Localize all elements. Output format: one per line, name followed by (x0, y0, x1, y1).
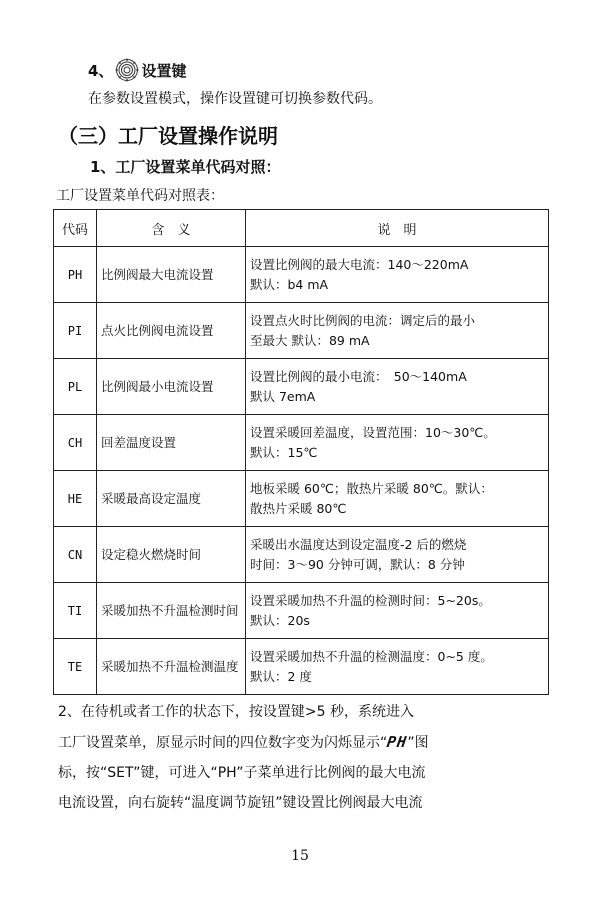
row-meaning: 比例阀最小电流设置 (97, 359, 246, 415)
paragraph-2-line-1: 2、在待机或者工作的状态下，按设置键>5 秒，系统进入 (58, 704, 414, 720)
row-meaning: 设定稳火燃烧时间 (97, 527, 246, 583)
table-row (54, 471, 549, 527)
table-row (54, 303, 549, 359)
table-row (54, 527, 549, 583)
row-description-line-1: 设置比例阀的最大电流：140～220mA (250, 256, 469, 272)
section-4-number: 4、 (88, 61, 114, 80)
table-row (54, 247, 549, 303)
row-description (246, 303, 549, 359)
header-code: 代码 (54, 210, 97, 247)
section-4-heading (88, 58, 186, 82)
row-description-line-1: 设置采暖回差温度，设置范围：10～30℃。 (250, 424, 496, 440)
paragraph-2-line-3: 标，按“SET”键，可进入“PH”子菜单进行比例阀的最大电流 (58, 765, 426, 781)
paragraph-2-line-2-text: 工厂设置菜单，原显示时间的四位数字变为闪烁显示“ (58, 735, 388, 751)
section-4-title: 设置键 (141, 61, 187, 80)
row-description (246, 583, 549, 639)
factory-settings-code-table (53, 209, 549, 695)
row-description-line-2: 散热片采暖 80℃ (250, 500, 347, 516)
row-description-line-1: 设置点火时比例阀的电流：调定后的最小 (250, 312, 476, 328)
row-meaning: 点火比例阀电流设置 (97, 303, 246, 359)
row-description (246, 415, 549, 471)
row-description (246, 527, 549, 583)
section-3-heading: （三）工厂设置操作说明 (58, 124, 278, 148)
gear-icon (115, 58, 139, 82)
row-description-line-1: 设置采暖加热不升温的检测时间：5~20s。 (250, 592, 491, 608)
row-code: TI (54, 583, 97, 639)
row-description-line-2: 默认：15℃ (250, 444, 318, 460)
row-code: CH (54, 415, 97, 471)
row-description (246, 247, 549, 303)
ph-display-glyph: PH (386, 733, 409, 751)
row-meaning: 采暖最高设定温度 (97, 471, 246, 527)
row-description (246, 639, 549, 695)
subsection-1-heading: 1、工厂设置菜单代码对照： (90, 158, 281, 176)
paragraph-2-line-2 (58, 727, 553, 758)
row-code: PL (54, 359, 97, 415)
row-description-line-2: 默认 7emA (250, 388, 316, 404)
row-description-line-2: 至最大 默认：89 mA (250, 332, 370, 348)
row-meaning: 采暖加热不升温检测时间 (97, 583, 246, 639)
row-description (246, 471, 549, 527)
page-number: 15 (291, 848, 309, 864)
paragraph-2-line-4: 电流设置，向右旋转“温度调节旋钮”键设置比例阀最大电流 (58, 795, 423, 811)
row-description-line-2: 默认：20s (250, 612, 310, 628)
table-row (54, 583, 549, 639)
table-row (54, 359, 549, 415)
row-code: PH (54, 247, 97, 303)
row-meaning: 采暖加热不升温检测温度 (97, 639, 246, 695)
header-meaning: 含 义 (97, 210, 246, 247)
row-description-line-2: 默认：2 度 (250, 668, 312, 684)
table-row (54, 415, 549, 471)
row-description-line-1: 设置比例阀的最小电流： 50～140mA (250, 368, 467, 384)
row-description-line-1: 设置采暖加热不升温的检测温度：0~5 度。 (250, 648, 493, 664)
row-meaning: 比例阀最大电流设置 (97, 247, 246, 303)
row-description-line-1: 地板采暖 60℃；散热片采暖 80℃。默认： (250, 480, 493, 496)
table-caption: 工厂设置菜单代码对照表： (56, 188, 224, 204)
row-code: HE (54, 471, 97, 527)
paragraph-2 (58, 697, 553, 818)
table-row (54, 639, 549, 695)
header-description: 说 明 (246, 210, 549, 247)
row-description (246, 359, 549, 415)
row-description-line-2: 默认：b4 mA (250, 276, 329, 292)
paragraph-2-line-2-tail: ”图 (407, 735, 429, 751)
row-code: PI (54, 303, 97, 359)
row-code: TE (54, 639, 97, 695)
section-4-body: 在参数设置模式，操作设置键可切换参数代码。 (88, 91, 382, 107)
row-code: CN (54, 527, 97, 583)
row-meaning: 回差温度设置 (97, 415, 246, 471)
row-description-line-2: 时间：3～90 分钟可调，默认：8 分钟 (250, 556, 465, 572)
row-description-line-1: 采暖出水温度达到设定温度-2 后的燃烧 (250, 536, 467, 552)
table-header-row (54, 210, 549, 247)
